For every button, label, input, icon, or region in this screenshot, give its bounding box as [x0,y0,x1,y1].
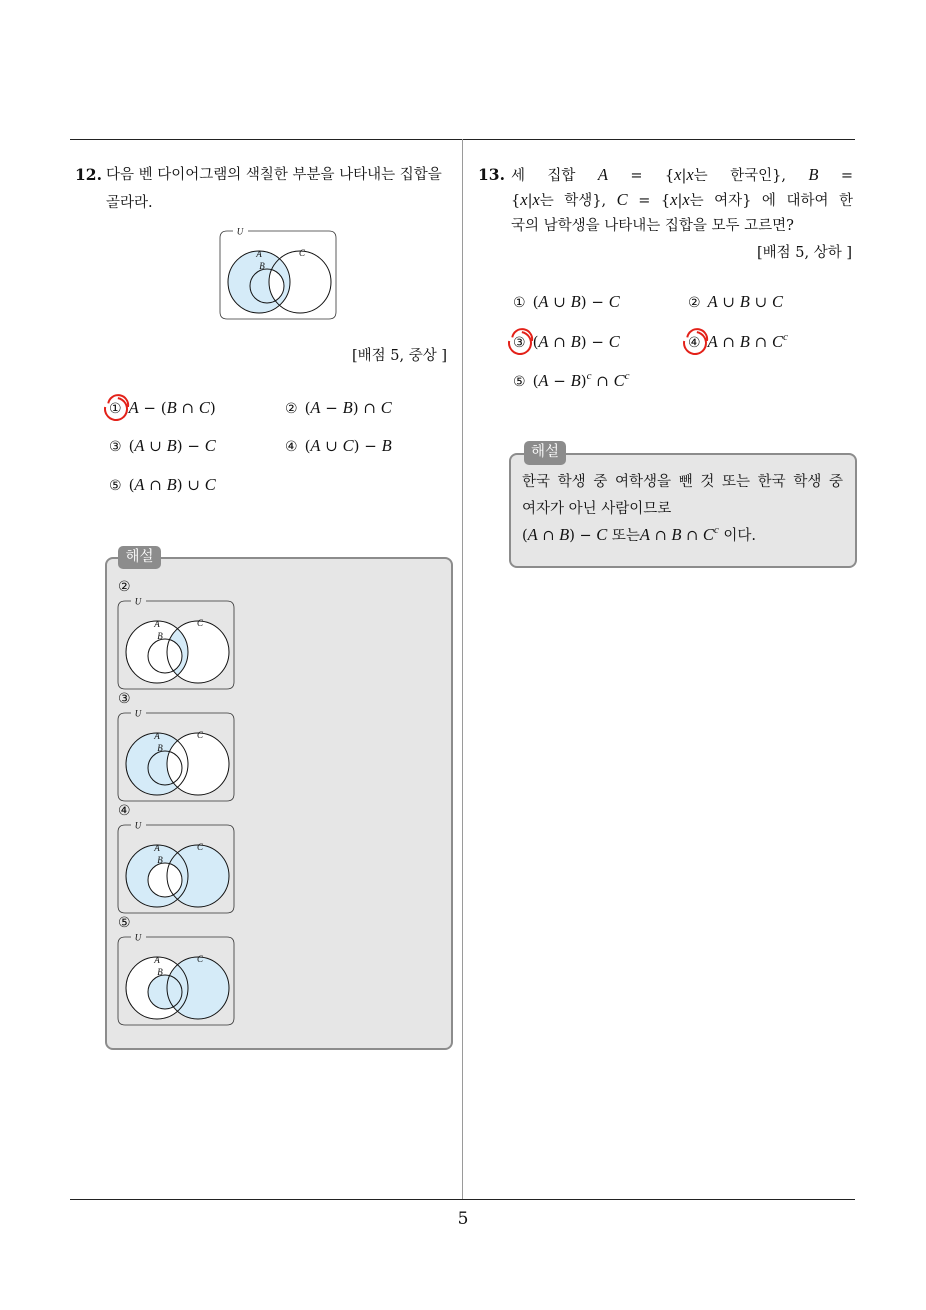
option-5[interactable] [109,475,216,496]
math-variable: B [166,436,177,455]
math-variable: x [682,190,690,209]
text-run: ∩ [176,399,199,417]
option-number-text: ④ [285,439,298,455]
text-run: ) [209,399,216,417]
venn-diagram [116,598,238,692]
text-run: 한국 학생 중 여학생을 뺀 것 또는 한국 학생 중 [522,474,843,490]
text-run: ∪ [717,293,740,311]
text-run: ∩ [717,333,740,351]
solution-tab: 해설 [118,546,161,569]
math-variable: A [310,398,321,417]
math-variable: C [616,190,628,209]
option-number-text: ④ [688,335,701,351]
text-run: ∩ [650,528,672,544]
text-run: ( [532,333,539,351]
math-variable: x [532,190,540,209]
option-expression [708,293,783,311]
math-variable: B [342,398,353,417]
text-run: ∪ [749,293,772,311]
math-variable: B [570,371,581,390]
math-variable: B [739,332,750,351]
math-variable: A [639,525,650,544]
solution-line [522,525,756,546]
solution-item-number: ⑤ [118,915,131,931]
text-run: ) − [176,437,205,455]
venn-diagram [116,822,238,916]
venn-diagram [116,934,238,1028]
math-variable: A [310,436,321,455]
score-label: [배점 5, 중상 ] [351,348,447,364]
math-variable: C [608,332,620,351]
text-run: ) ∩ [352,399,381,417]
option-4[interactable] [285,436,392,457]
option-expression [708,333,788,351]
math-variable: A [707,292,718,311]
math-variable: C [702,525,714,544]
text-run: = { [627,193,671,209]
option-5[interactable] [513,371,629,392]
superscript: c [713,524,719,536]
solution-item-number: ② [118,579,131,595]
option-number [109,437,122,457]
math-variable: B [739,292,750,311]
math-variable: A [527,525,538,544]
text-run: ) − [569,528,597,544]
option-number-text: ⑤ [109,478,122,494]
set-u-label: U [236,226,244,237]
text-run: ∩ [591,372,614,390]
text-run: 여자가 아닌 사람이므로 [522,501,672,517]
math-variable: C [613,371,625,390]
text-run: ∩ [548,333,571,351]
option-expression [533,293,620,311]
text-run: { [511,193,521,209]
bottom-rule [70,1199,855,1200]
text-run: ) [580,372,587,390]
text-run: ( [128,476,135,494]
set-c-label: C [298,248,306,258]
math-variable: B [570,332,581,351]
question-stem-line [511,165,853,186]
option-1[interactable] [109,398,216,419]
text-run: ( [522,528,528,544]
math-variable: x [674,165,682,184]
solution-tab: 해설 [524,441,566,465]
math-variable: B [166,475,177,494]
math-variable: x [670,190,678,209]
text-run: 또는 [607,528,640,544]
text-run: | [677,193,683,209]
text-run: ∪ [548,293,571,311]
superscript: c [624,370,630,382]
set-a-label: A [154,619,160,629]
question-stem-line: 다음 벤 다이어그램의 색칠한 부분을 나타내는 집합을 [106,167,442,183]
math-variable: x [520,190,528,209]
math-variable: B [808,165,819,184]
venn-diagram [116,710,238,804]
option-number-text: ② [688,295,701,311]
option-number [109,476,122,496]
set-c-label: C [196,842,204,852]
math-variable: B [559,525,570,544]
text-run: ) − [580,293,609,311]
math-variable: A [538,332,549,351]
set-u-label: U [134,596,142,607]
math-variable: C [342,436,354,455]
solution-item-number: ③ [118,691,131,707]
set-c-label: C [196,954,204,964]
math-variable: C [771,332,783,351]
set-a-label: A [154,843,160,853]
text-run: ( [128,437,135,455]
option-expression [533,372,630,390]
venn-diagram [218,228,340,322]
set-u-label: U [134,820,142,831]
text-run: − [548,372,571,390]
math-variable: B [570,292,581,311]
text-run: ) − [580,333,609,351]
math-variable: C [596,525,608,544]
text-run: ∪ [144,437,167,455]
option-expression [129,399,216,417]
text-run: − ( [138,399,167,417]
text-run: ∩ [144,476,167,494]
option-number-text: ① [513,295,526,311]
option-number-text: ⑤ [513,374,526,390]
text-run: 이다. [718,528,756,544]
option-number [109,399,122,419]
text-run: 는 여자} 에 대하여 한 [689,193,854,209]
text-run: ( [304,437,311,455]
math-variable: C [204,475,216,494]
option-expression [129,437,216,455]
text-run: = { [607,168,675,184]
option-number [513,293,526,313]
text-run: | [527,193,533,209]
solution-line [522,472,843,492]
option-number [285,437,298,457]
set-u-label: U [134,708,142,719]
set-a-label: A [154,731,160,741]
option-number-text: ③ [513,335,526,351]
text-run: | [681,168,687,184]
math-variable: C [204,436,216,455]
math-variable: A [128,398,139,417]
math-variable: B [166,398,177,417]
math-variable: A [707,332,718,351]
math-variable: A [134,436,145,455]
option-number [513,372,526,392]
option-expression [533,333,620,351]
math-variable: A [597,165,608,184]
text-run: 는 한국인}, [693,168,809,184]
solution-line [522,499,671,519]
text-run: 세 집합 [511,168,598,184]
text-run: ∩ [537,528,560,544]
option-3[interactable] [109,436,216,457]
option-number-text: ② [285,401,298,417]
math-variable: C [771,292,783,311]
text-run: ) ∪ [176,476,205,494]
option-number [688,293,701,313]
option-number [513,333,526,353]
math-variable: B [381,436,392,455]
text-run: 는 학생}, [539,193,617,209]
option-number-text: ① [109,401,122,417]
option-1[interactable] [513,292,620,313]
question-number: 12. [75,165,102,184]
set-b-label: B [259,261,265,271]
math-variable: A [538,371,549,390]
set-b-label: B [157,855,163,865]
text-run: ) − [353,437,382,455]
set-a-label: A [154,955,160,965]
text-run: − [320,399,343,417]
math-variable: B [671,525,682,544]
math-variable: A [134,475,145,494]
question-stem-line [511,216,794,236]
text-run: = [818,168,853,184]
set-b-label: B [157,967,163,977]
solution-item-number: ④ [118,803,131,819]
math-variable: C [608,292,620,311]
page-number: 5 [457,1209,469,1229]
text-run: ∪ [320,437,343,455]
option-number [688,333,701,353]
question-stem-line: 골라라. [106,195,153,211]
question-stem-line [511,190,853,211]
set-a-label: A [256,249,262,259]
text-run: ∩ [681,528,703,544]
option-expression [305,399,392,417]
math-variable: x [686,165,694,184]
set-b-label: B [157,743,163,753]
option-expression [129,476,216,494]
text-run: ( [304,399,311,417]
option-expression [305,437,392,455]
superscript: c [586,370,592,382]
column-divider [462,139,463,1200]
math-variable: C [380,398,392,417]
set-b-label: B [157,631,163,641]
math-variable: A [538,292,549,311]
set-c-label: C [196,618,204,628]
text-run: ∩ [749,333,772,351]
math-variable: C [198,398,210,417]
set-u-label: U [134,932,142,943]
superscript: c [782,331,788,343]
set-c-label: C [196,730,204,740]
answer-mark [503,326,536,359]
option-3[interactable] [513,332,620,353]
option-4[interactable] [688,332,788,353]
question-number: 13. [478,165,505,184]
option-2[interactable] [688,292,783,313]
option-number [285,399,298,419]
text-run: ( [532,293,539,311]
option-number-text: ③ [109,439,122,455]
text-run: ( [532,372,539,390]
option-2[interactable] [285,398,392,419]
score-label: [배점 5, 상하 ] [756,245,852,261]
text-run: 국의 남학생을 나타내는 집합을 모두 고르면? [511,218,794,234]
